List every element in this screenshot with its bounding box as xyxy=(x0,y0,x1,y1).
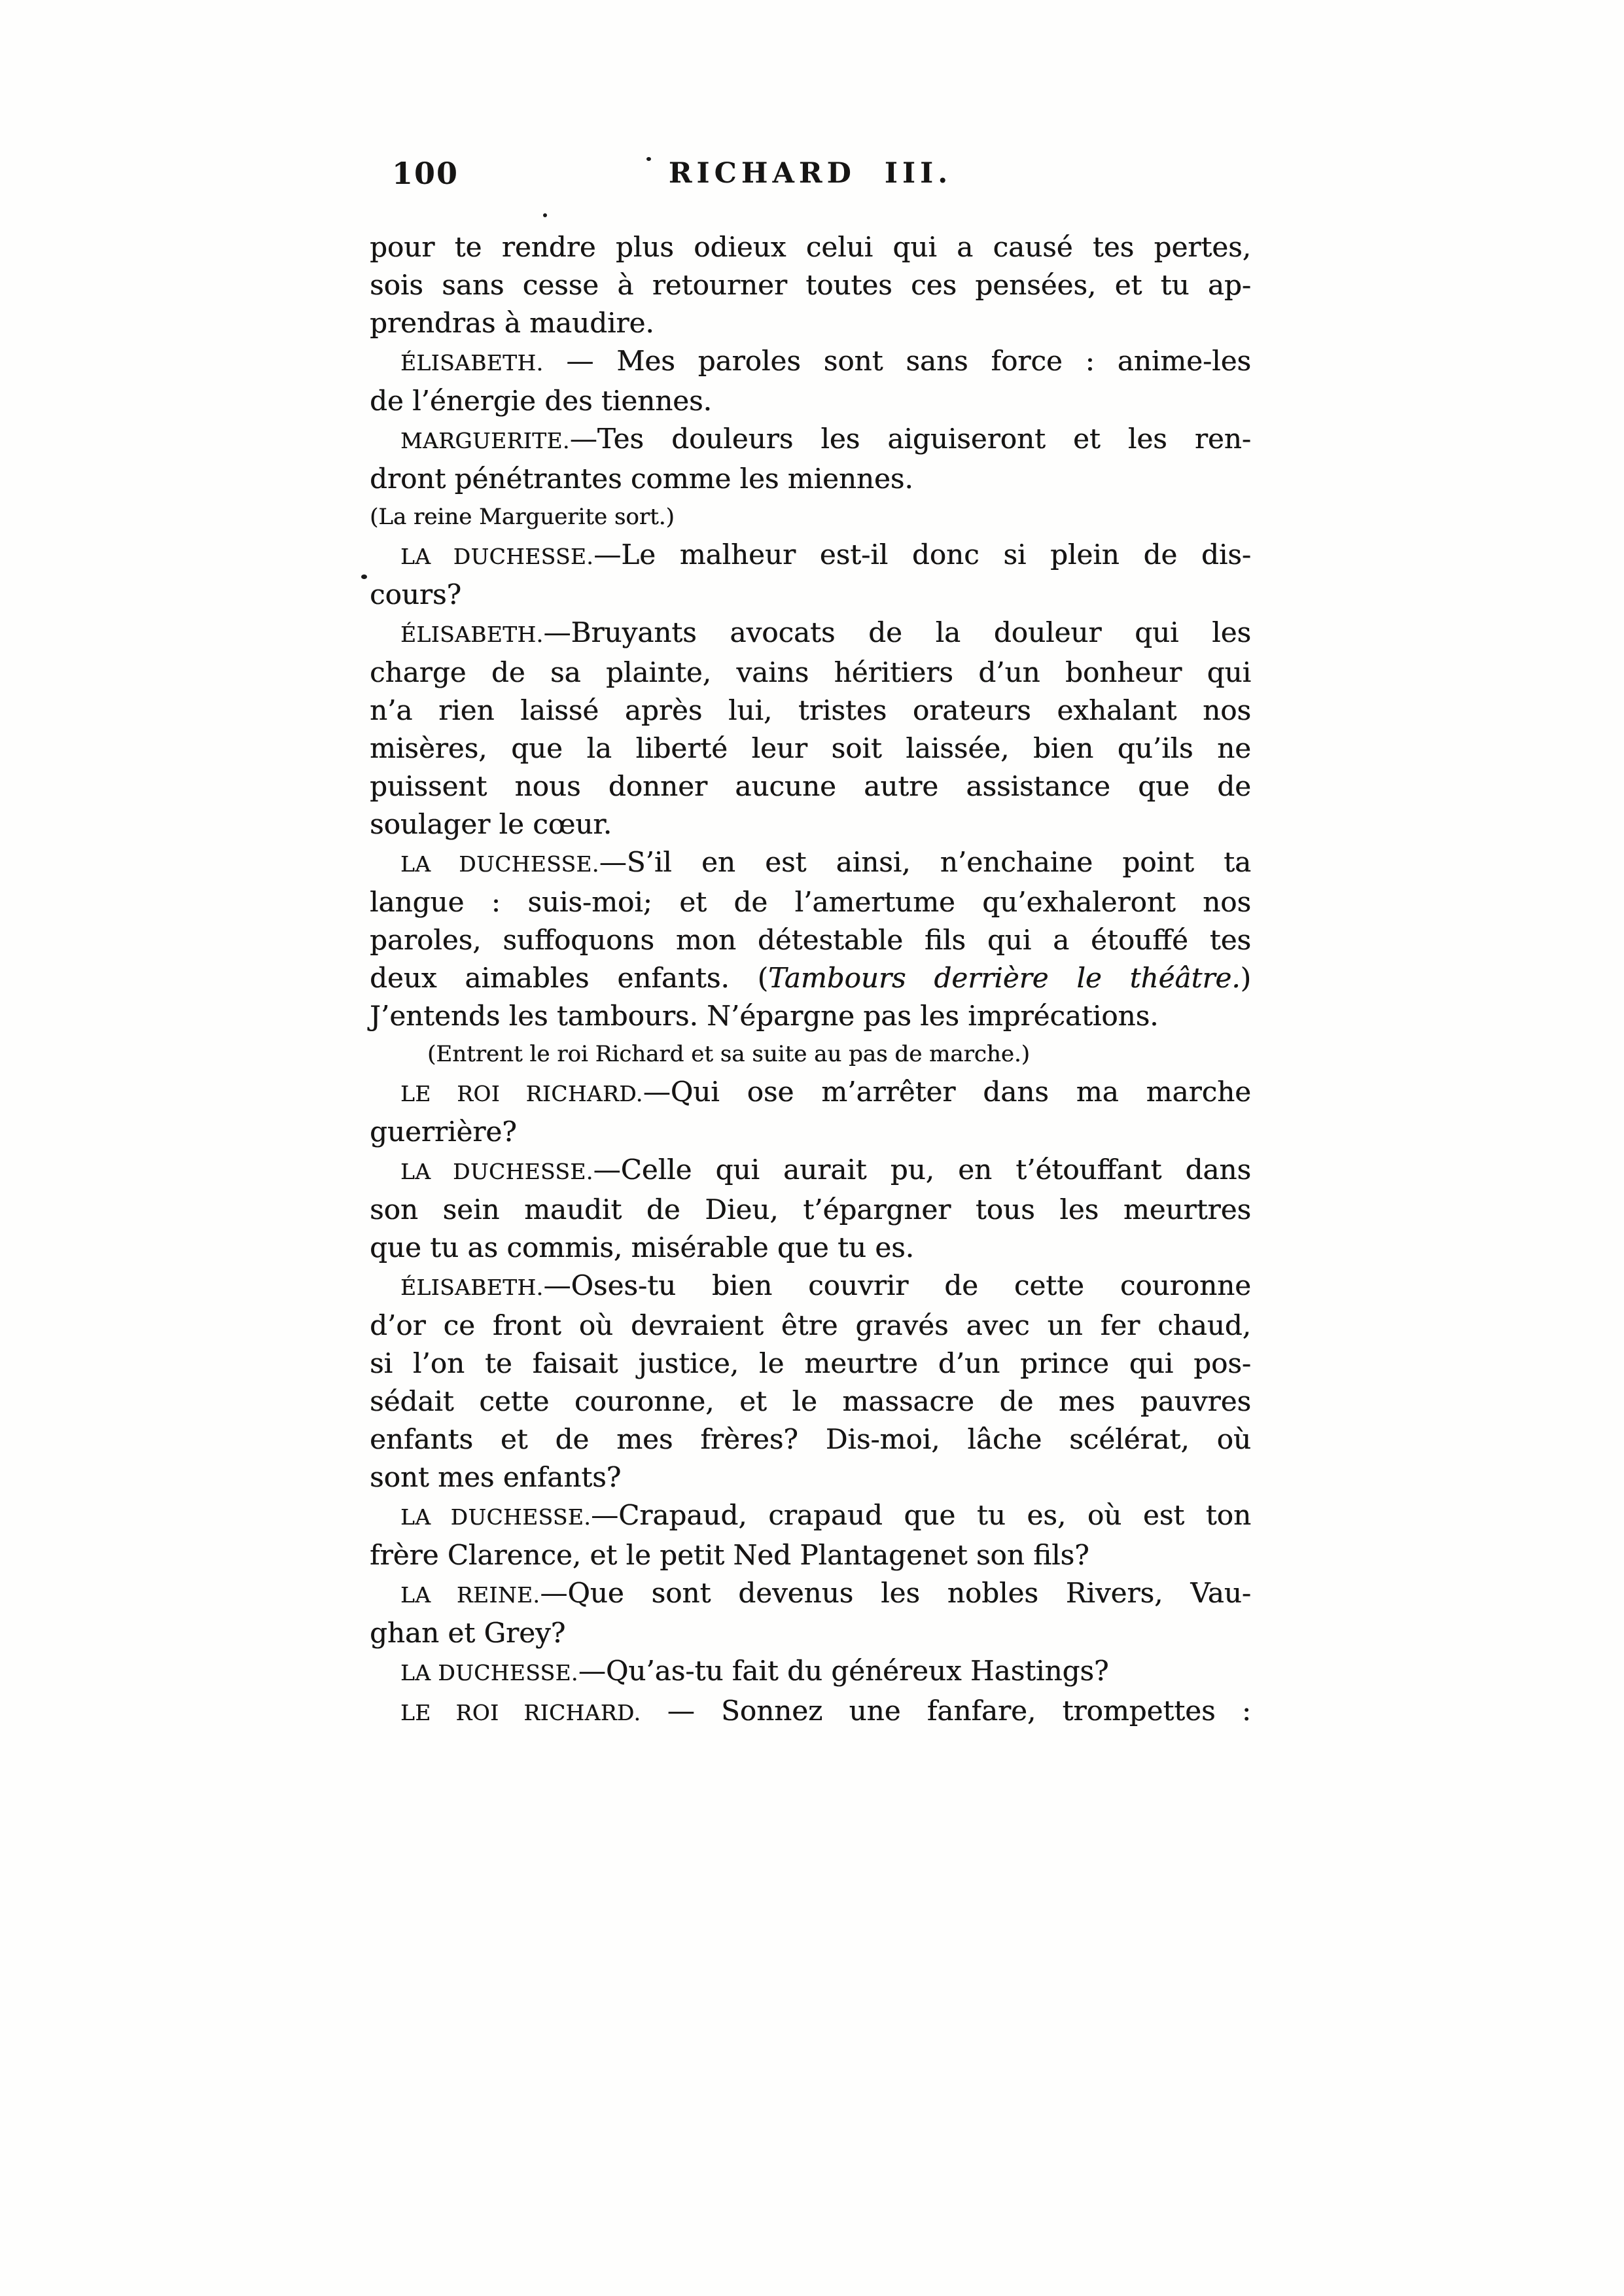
text-line xyxy=(370,997,1251,1035)
text-segment: J’entends les tambours. N’épargne pas les imprécations. xyxy=(370,1000,1159,1032)
text-segment: —Qui ose m’arrêter dans ma marche xyxy=(643,1076,1251,1108)
text-segment: — Sonnez une fanfare, trompettes : xyxy=(641,1695,1251,1727)
text-segment: —Crapaud, crapaud que tu es, où est ton xyxy=(591,1499,1251,1531)
text-line xyxy=(370,1073,1251,1113)
text-segment: ) xyxy=(1240,962,1251,994)
speaker-name: LA DUCHESSE. xyxy=(400,1159,593,1184)
text-line xyxy=(370,730,1251,768)
text-segment: d’or ce front où devraient être gravés avec un fer chaud, xyxy=(370,1309,1251,1341)
running-title: RICHARD III. xyxy=(668,157,953,190)
text-line xyxy=(370,614,1251,654)
text-segment: dront pénétrantes comme les miennes. xyxy=(370,463,913,495)
text-line xyxy=(370,921,1251,959)
ink-speck xyxy=(543,213,547,217)
text-line xyxy=(370,883,1251,921)
text-line xyxy=(370,1383,1251,1421)
text-line xyxy=(370,654,1251,692)
text-line xyxy=(370,266,1251,304)
speaker-name: LE ROI RICHARD. xyxy=(400,1701,641,1725)
text-segment: paroles, suffoquons mon détestable fils qui a étouffé tes xyxy=(370,924,1251,956)
text-line xyxy=(370,1151,1251,1191)
text-line xyxy=(370,843,1251,883)
text-line xyxy=(370,1496,1251,1536)
text-segment: sont mes enfants? xyxy=(370,1461,622,1493)
text-segment: langue : suis-moi; et de l’amertume qu’exhaleront nos xyxy=(370,886,1251,918)
paragraph xyxy=(370,1496,1251,1574)
text-segment: misères, que la liberté leur soit laissée, bien qu’ils ne xyxy=(370,732,1251,764)
paragraph xyxy=(370,1073,1251,1151)
text-line xyxy=(370,1692,1251,1732)
page-number: 100 xyxy=(392,156,459,191)
text-segment: (Entrent le roi Richard et sa suite au pas de marche.) xyxy=(427,1041,1030,1067)
speaker-name: LA REINE. xyxy=(400,1583,540,1608)
text-line xyxy=(370,959,1251,997)
text-segment: son sein maudit de Dieu, t’épargner tous les meurtres xyxy=(370,1193,1251,1226)
paragraph xyxy=(370,420,1251,498)
text-segment: —Bruyants avocats de la douleur qui les xyxy=(543,616,1251,648)
text-line xyxy=(370,1536,1251,1574)
text-segment: —Que sont devenus les nobles Rivers, Vau- xyxy=(540,1577,1251,1609)
text-segment: cours? xyxy=(370,578,462,610)
text-line xyxy=(370,536,1251,576)
text-line xyxy=(370,1614,1251,1652)
text-segment: frère Clarence, et le petit Ned Plantagenet son fils? xyxy=(370,1539,1089,1571)
text-line xyxy=(370,576,1251,614)
paragraph xyxy=(370,843,1251,1035)
speaker-name: MARGUERITE. xyxy=(400,429,570,453)
text-segment: charge de sa plainte, vains héritiers d’un bonheur qui xyxy=(370,656,1251,688)
text-segment: sédait cette couronne, et le massacre de mes pauvres xyxy=(370,1385,1251,1417)
text-segment: enfants et de mes frères? Dis-moi, lâche scélérat, où xyxy=(370,1423,1251,1455)
text-line xyxy=(370,805,1251,843)
text-segment: —Le malheur est-il donc si plein de dis- xyxy=(593,539,1251,571)
speaker-name: LE ROI RICHARD. xyxy=(400,1082,643,1106)
text-line xyxy=(370,420,1251,460)
text-line xyxy=(370,228,1251,266)
stage-direction xyxy=(370,1035,1251,1073)
text-column xyxy=(370,228,1251,1732)
paragraph xyxy=(370,1692,1251,1732)
text-segment: — Mes paroles sont sans force : anime-les xyxy=(543,345,1251,377)
text-segment: ghan et Grey? xyxy=(370,1617,566,1649)
ink-speck xyxy=(646,157,651,161)
text-line xyxy=(370,692,1251,730)
ink-speck xyxy=(361,574,367,579)
text-line xyxy=(370,1267,1251,1307)
text-line xyxy=(370,1229,1251,1267)
paragraph xyxy=(370,1652,1251,1692)
text-line xyxy=(370,1574,1251,1614)
text-line xyxy=(370,342,1251,382)
text-segment: soulager le cœur. xyxy=(370,808,612,840)
inline-stage-note: Tambours derrière le théâtre. xyxy=(768,962,1241,994)
text-line xyxy=(370,1652,1251,1692)
paragraph xyxy=(370,228,1251,342)
text-segment: pour te rendre plus odieux celui qui a causé tes pertes, xyxy=(370,231,1251,263)
speaker-name: LA DUCHESSE. xyxy=(400,1505,591,1530)
text-line xyxy=(370,1421,1251,1458)
text-segment: —Oses-tu bien couvrir de cette couronne xyxy=(543,1269,1251,1301)
text-line xyxy=(370,1345,1251,1383)
text-line xyxy=(370,304,1251,342)
speaker-name: LA DUCHESSE. xyxy=(400,544,594,569)
speaker-name: ÉLISABETH. xyxy=(400,351,544,376)
stage-direction xyxy=(370,498,1251,536)
text-segment: sois sans cesse à retourner toutes ces pensées, et tu ap- xyxy=(370,269,1251,301)
text-segment: puissent nous donner aucune autre assistance que de xyxy=(370,770,1251,802)
paragraph xyxy=(370,1574,1251,1652)
text-line xyxy=(370,460,1251,498)
paragraph xyxy=(370,536,1251,614)
text-segment: —Tes douleurs les aiguiseront et les ren- xyxy=(569,423,1251,455)
text-segment: —Celle qui aurait pu, en t’étouffant dans xyxy=(593,1154,1251,1186)
text-segment: que tu as commis, misérable que tu es. xyxy=(370,1231,915,1263)
text-segment: deux aimables enfants. ( xyxy=(370,962,768,994)
text-segment: —Qu’as-tu fait du généreux Hastings? xyxy=(578,1655,1109,1687)
text-line xyxy=(370,1113,1251,1151)
text-segment: —S’il en est ainsi, n’enchaine point ta xyxy=(599,846,1251,878)
speaker-name: LA DUCHESSE. xyxy=(400,852,599,877)
paragraph xyxy=(370,1267,1251,1496)
paragraph xyxy=(370,342,1251,420)
text-segment: guerrière? xyxy=(370,1116,517,1148)
paragraph xyxy=(370,1151,1251,1267)
text-line xyxy=(370,1307,1251,1345)
speaker-name: ÉLISABETH. xyxy=(400,622,544,647)
speaker-name: LA DUCHESSE. xyxy=(400,1661,578,1686)
text-line xyxy=(370,498,1176,536)
paragraph xyxy=(370,614,1251,843)
text-line xyxy=(370,1191,1251,1229)
text-segment: si l’on te faisait justice, le meurtre d’un prince qui pos- xyxy=(370,1347,1251,1379)
page-header xyxy=(370,156,1251,196)
text-segment: n’a rien laissé après lui, tristes orateurs exhalant nos xyxy=(370,694,1251,726)
text-segment: de l’énergie des tiennes. xyxy=(370,385,712,417)
text-line xyxy=(370,382,1251,420)
text-segment: prendras à maudire. xyxy=(370,307,654,339)
text-segment: (La reine Marguerite sort.) xyxy=(370,504,675,530)
speaker-name: ÉLISABETH. xyxy=(400,1275,544,1300)
text-line xyxy=(370,1035,1251,1073)
text-line xyxy=(370,1458,1251,1496)
text-line xyxy=(370,768,1251,805)
